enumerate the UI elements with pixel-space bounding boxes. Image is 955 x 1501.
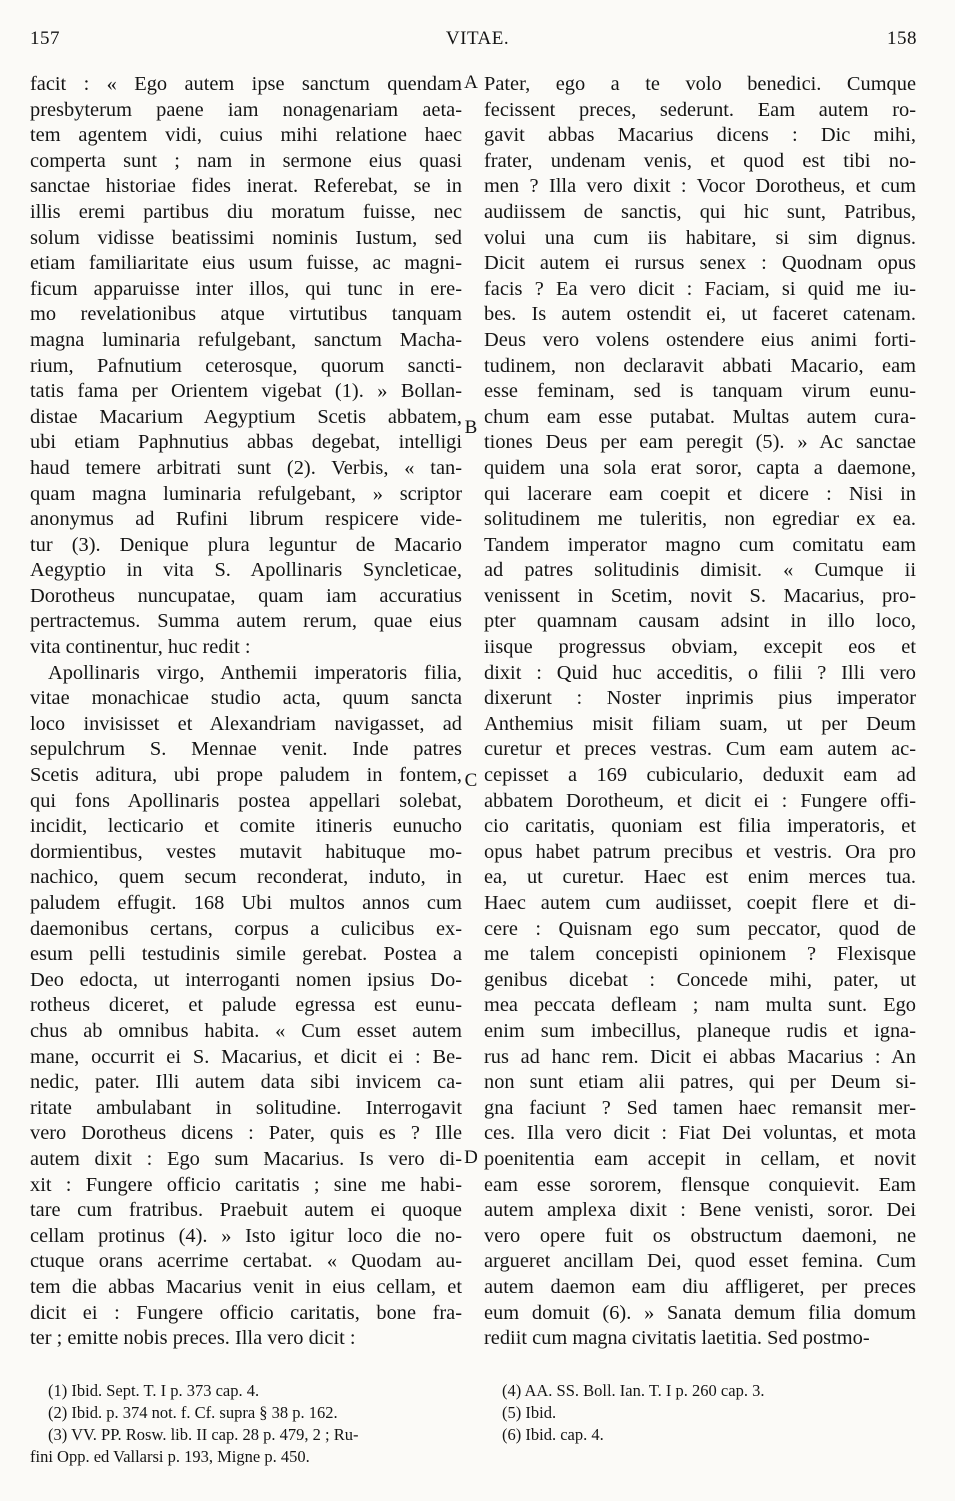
text-line: qui fons Apollinaris postea appellari solebat, <box>30 789 462 812</box>
text-line: genibus dicebat : Concede mihi, pater, ut <box>484 968 916 991</box>
text-line: Tandem imperator magno cum comitatu eam <box>484 533 916 556</box>
text-line: ficum apparuisse inter illos, qui tunc in ere- <box>30 277 462 300</box>
text-line: gna faciunt ? Sed tamen haec remansit mer- <box>484 1096 916 1119</box>
text-line: tiones Deus per eam peregit (5). » Ac sanctae <box>484 431 916 454</box>
text-line: argueret ancillam Dei, quod esset femina. Cum <box>484 1250 916 1273</box>
text-line: tudinem, non declaravit abbati Macario, eam <box>484 354 916 377</box>
text-line: fecissent preces, sederunt. Eam autem ro- <box>484 98 916 121</box>
text-line: vitae monachicae studio acta, quum sancta <box>30 687 462 710</box>
running-title: VITAE. <box>445 28 510 49</box>
footnote: (6) Ibid. cap. 4. <box>502 1425 604 1444</box>
margin-letter-c: C <box>464 770 478 791</box>
text-line: Deus vero volens ostendere eius animi forti- <box>484 328 916 351</box>
text-line: qui lacerare eam coepit et dicere : Nisi in <box>484 482 916 505</box>
text-line: rus ad hanc rem. Dicit ei abbas Macarius : An <box>484 1045 916 1068</box>
text-line: chum eam esse putabat. Multas autem cura- <box>484 405 916 428</box>
text-line: non sunt etiam alii patres, qui per Deum si- <box>484 1071 916 1094</box>
footnote: (1) Ibid. Sept. T. I p. 373 cap. 4. <box>48 1381 260 1400</box>
text-line: rium, Pafnutium ceterosque, quorum sancti- <box>30 354 462 377</box>
text-line: dixerunt : Noster inprimis pius imperator <box>484 687 916 710</box>
right-text-column <box>484 72 916 1352</box>
text-line: sanctae historiae fides inerat. Referebat, se in <box>30 175 462 198</box>
text-line: eam esse sororem, flensque conquievit. Eam <box>484 1173 916 1196</box>
text-line: cio caritatis, quoniam est filia imperatoris, et <box>484 815 916 838</box>
text-line: ter ; emitte nobis preces. Illa vero dicit : <box>30 1327 356 1350</box>
text-line: frater, undenam venis, et quod est tibi no- <box>484 149 916 172</box>
footnote: (3) VV. PP. Rosw. lib. II cap. 28 p. 479, 2 ; Ru- <box>48 1425 359 1444</box>
text-line: magna luminaria refulgebant, sanctum Macha- <box>30 328 462 351</box>
text-line: Dicit autem ei rursus senex : Quodnam opus <box>484 252 916 275</box>
text-line: tem agentem vidi, cuius mihi relatione haec <box>30 124 462 147</box>
text-line: bes. Is autem ostendit ei, ut faceret catenam. <box>484 303 916 326</box>
footnotes-right <box>502 1380 922 1446</box>
text-line: vita continentur, huc redit : <box>30 636 251 659</box>
text-line: loco invisisset et Alexandriam navigasset, ad <box>30 712 462 735</box>
margin-letter-a: A <box>464 72 478 93</box>
text-line: cere : Quisnam ego sum peccator, quod de <box>484 917 916 940</box>
text-line: mea peccata defleam ; nam multa sunt. Ego <box>484 994 916 1017</box>
text-line: autem daemon eam diu affligeret, per preces <box>484 1275 916 1298</box>
footnote: fini Opp. ed Vallarsi p. 193, Migne p. 450. <box>30 1447 310 1466</box>
text-line: rotheus diceret, et palude egressa est eunu- <box>30 994 462 1017</box>
text-line: solitudinem me tuleritis, non egrediar ex ea. <box>484 508 916 531</box>
text-line: solum vidisse beatissimi nominis Iustum, sed <box>30 226 462 249</box>
text-line: tem die abbas Macarius venit in eius cellam, et <box>30 1275 462 1298</box>
text-line: cepisset a 169 cubiculario, deduxit eam ad <box>484 764 916 787</box>
text-line: vero opere fuit os obstructum daemoni, ne <box>484 1224 916 1247</box>
text-line: pter quamnam causam adsint in illo loco, <box>484 610 916 633</box>
text-line: haud temere arbitrati sunt (2). Verbis, « tan- <box>30 456 462 479</box>
text-line: ubi etiam Paphnutius abbas degebat, intelligi <box>30 431 462 454</box>
text-line: nachico, quem secum reconderat, induto, in <box>30 866 462 889</box>
text-line: dixit : Quid huc acceditis, o filii ? Illi vero <box>484 661 916 684</box>
text-line: ritate ambulabant in solitudine. Interrogavit <box>30 1096 462 1119</box>
page-number-left: 157 <box>30 28 60 49</box>
footnote: (2) Ibid. p. 374 not. f. Cf. supra § 38 p. 162. <box>48 1403 338 1422</box>
text-line: facit : « Ego autem ipse sanctum quendam <box>30 73 462 95</box>
text-line: Scetis aditura, ubi prope paludem in fontem, <box>30 764 462 787</box>
text-line: volui una cum iis habitare, si sim dignus. <box>484 226 916 249</box>
text-line: anonymus ad Rufini librum respicere vide- <box>30 508 462 531</box>
text-line: Apollinaris virgo, Anthemii imperatoris filia, <box>48 661 462 684</box>
text-line: venissent in Scetim, novit S. Macarius, pro- <box>484 584 916 607</box>
text-line: curetur et preces vestras. Cum eam autem ac- <box>484 738 916 761</box>
page-number-right: 158 <box>887 28 917 49</box>
text-line: dormientibus, vestes mutavit habituque mo- <box>30 840 462 863</box>
text-line: iisque progressus obviam, excepit eos et <box>484 636 916 659</box>
text-line: daemonibus certans, corpus a culicibus ex- <box>30 917 462 940</box>
text-line: autem dixit : Ego sum Macarius. Is vero di- <box>30 1147 462 1170</box>
text-line: mane, occurrit ei S. Macarius, et dicit ei : Be- <box>30 1045 462 1068</box>
text-line: chus ab omnibus habita. « Cum esset autem <box>30 1019 462 1042</box>
text-line: Deo edocta, ut interroganti nomen ipsius Do- <box>30 968 462 991</box>
text-line: me talem concepisti opinionem ? Flexisque <box>484 943 916 966</box>
text-line: comperta sunt ; nam in sermone eius quasi <box>30 149 462 172</box>
text-line: pertractemus. Summa autem rerum, quae eius <box>30 610 462 633</box>
text-line: gavit abbas Macarius dicens : Dic mihi, <box>484 124 916 147</box>
text-line: etiam familiaritate eius usum fuisse, ac magni- <box>30 252 462 275</box>
text-line: Aegyptio in vita S. Apollinaris Syncleticae, <box>30 559 462 582</box>
footnotes-left <box>30 1380 458 1468</box>
text-line: ea, ut curetur. Haec est enim merces tua. <box>484 866 916 889</box>
text-line: illis eremi partibus diu moratum fuisse, nec <box>30 200 462 223</box>
text-line: tare cum fratribus. Praebuit autem ei quoque <box>30 1199 462 1222</box>
text-line: quam magna luminaria refulgebant, » scriptor <box>30 482 462 505</box>
text-line: paludem effugit. 168 Ubi multos annos cum <box>30 892 462 914</box>
text-line: esse feminam, sed is tanquam virum eunu- <box>484 380 916 403</box>
text-line: dicit ei : Fungere officio caritatis, bone fra- <box>30 1301 462 1324</box>
left-text-column <box>30 72 462 1352</box>
text-line: incidit, lecticario et comite itineris eunucho <box>30 815 462 838</box>
text-line: xit : Fungere officio caritatis ; sine me habi- <box>30 1173 462 1196</box>
text-line: tur (3). Denique plura leguntur de Macario <box>30 533 462 556</box>
text-line: Pater, ego a te volo benedici. Cumque <box>484 73 916 95</box>
text-line: cellam protinus (4). » Isto igitur loco die no- <box>30 1224 462 1247</box>
text-line: mo revelationibus atque virtutibus tanquam <box>30 303 462 326</box>
text-line: eum domuit (6). » Sanata demum filia domum <box>484 1301 916 1324</box>
footnote: (4) AA. SS. Boll. Ian. T. I p. 260 cap. 3. <box>502 1381 765 1400</box>
text-line: facis ? Ea vero dicit : Faciam, si quid me iu- <box>484 277 916 300</box>
text-line: Anthemius misit filiam suam, ut per Deum <box>484 712 916 735</box>
margin-letter-b: B <box>464 417 478 438</box>
text-line: sepulchrum S. Mennae venit. Inde patres <box>30 738 462 761</box>
text-line: rediit cum magna civitatis laetitia. Sed postmo- <box>484 1327 870 1350</box>
text-line: abbatem Dorotheum, et dicit ei : Fungere offi- <box>484 789 916 812</box>
footnote: (5) Ibid. <box>502 1403 557 1422</box>
text-line: vero Dorotheus dicens : Pater, quis es ? Ille <box>30 1122 462 1145</box>
text-line: ad patres solitudinis dimisit. « Cumque ii <box>484 559 916 582</box>
text-line: ctuque orans acerrime certabat. « Quodam au- <box>30 1250 462 1273</box>
text-line: esum pelli testudinis simile gerebat. Postea a <box>30 943 462 966</box>
margin-letter-d: D <box>464 1147 478 1168</box>
text-line: poenitentia eam accepit in cellam, et novit <box>484 1147 916 1170</box>
text-line: autem amplexa dixit : Bene venisti, soror. Dei <box>484 1199 916 1222</box>
text-line: enim sum imbecillus, planeque rudis et igna- <box>484 1019 916 1042</box>
text-line: tatis fama per Orientem vigebat (1). » Bollan- <box>30 380 462 403</box>
text-line: quidem una sola erat soror, capta a daemone, <box>484 456 916 479</box>
text-line: audiissem de sanctis, qui hic sunt, Patribus, <box>484 200 916 223</box>
text-line: men ? Illa vero dixit : Vocor Dorotheus, et cum <box>484 175 916 198</box>
text-line: Haec autem cum audiisset, coepit flere et di- <box>484 892 916 914</box>
text-line: Dorotheus nuncupatae, quam iam accuratius <box>30 584 462 607</box>
text-line: ces. Illa vero dicit : Fiat Dei voluntas, et mota <box>484 1122 916 1145</box>
text-line: opus habet patrum precibus et vestris. Ora pro <box>484 840 916 863</box>
text-line: distae Macarium Aegyptium Scetis abbatem, <box>30 405 462 428</box>
text-line: nedic, pater. Illi autem data sibi invicem ca- <box>30 1071 462 1094</box>
text-line: presbyterum paene iam nonagenariam aeta- <box>30 98 462 121</box>
